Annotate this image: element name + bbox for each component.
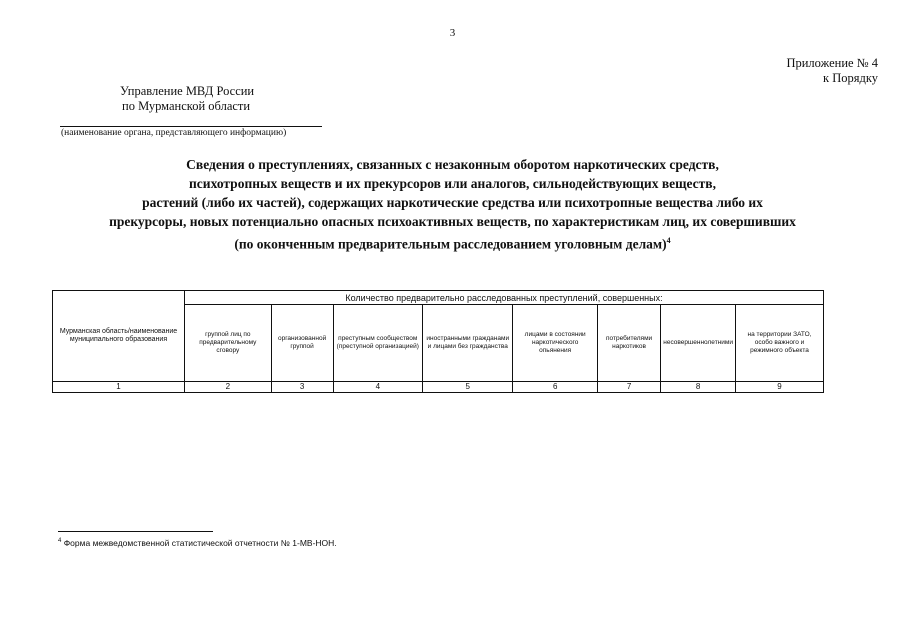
column-header-zato: на территории ЗАТО, особо важного и режимного объекта <box>736 305 824 382</box>
title-line-4: прекурсоры, новых потенциально опасных психоактивных веществ, по характеристикам лиц, их совершивших <box>109 214 796 229</box>
column-header-drug-users: потребителями наркотиков <box>597 305 660 382</box>
column-header-intoxicated: лицами в состоянии наркотического опьянения <box>513 305 597 382</box>
column-header-organized-group: организованной группой <box>271 305 333 382</box>
column-number: 2 <box>185 382 272 393</box>
column-header-group-conspiracy: группой лиц по предварительному сговору <box>185 305 272 382</box>
column-header-criminal-community: преступным сообществом (преступной организацией) <box>333 305 423 382</box>
organization-name <box>120 84 254 114</box>
organization-line-1: Управление МВД России <box>120 84 255 98</box>
document-title <box>30 155 875 254</box>
column-number: 4 <box>333 382 423 393</box>
footnote-mark: 4 <box>58 538 62 545</box>
column-number: 3 <box>271 382 333 393</box>
organization-caption: (наименование органа, представляющего информацию) <box>61 128 287 138</box>
appendix-note <box>786 56 878 86</box>
footnote <box>58 538 337 548</box>
column-number: 7 <box>597 382 660 393</box>
table-number-row <box>53 382 824 393</box>
title-footnote-mark: 4 <box>666 236 671 245</box>
footnote-text: Форма межведомственной статистической отчетности № 1-МВ-НОН. <box>63 538 337 548</box>
appendix-line-1: Приложение № 4 <box>786 56 878 70</box>
group-header: Количество предварительно расследованных преступлений, совершенных: <box>185 291 824 305</box>
title-line-5 <box>30 231 875 254</box>
organization-line-2: по Мурманской области <box>122 99 251 113</box>
footnote-separator <box>58 531 213 532</box>
column-header-foreigners: иностранными гражданами и лицами без гражданства <box>423 305 513 382</box>
region-column-header: Мурманская область/наименование муниципального образования <box>53 291 185 382</box>
page-number: 3 <box>449 27 456 39</box>
appendix-line-2: к Порядку <box>823 71 878 85</box>
column-number: 6 <box>513 382 597 393</box>
title-line-1: Сведения о преступлениях, связанных с незаконным оборотом наркотических средств, <box>186 157 719 172</box>
column-number: 9 <box>736 382 824 393</box>
organization-underline <box>60 126 322 127</box>
column-number: 1 <box>53 382 185 393</box>
title-line-2: психотропных веществ и их прекурсоров или аналогов, сильнодействующих веществ, <box>189 176 716 191</box>
column-number: 8 <box>661 382 736 393</box>
title-line-5-text: (по оконченным предварительным расследованием уголовным делам) <box>234 236 667 252</box>
column-header-minors: несовершеннолетними <box>661 305 736 382</box>
title-line-3: растений (либо их частей), содержащих наркотические средства или психотропные вещества либо их <box>142 195 763 210</box>
table-group-header-row <box>53 291 824 305</box>
statistics-table <box>52 290 824 393</box>
column-number: 5 <box>423 382 513 393</box>
